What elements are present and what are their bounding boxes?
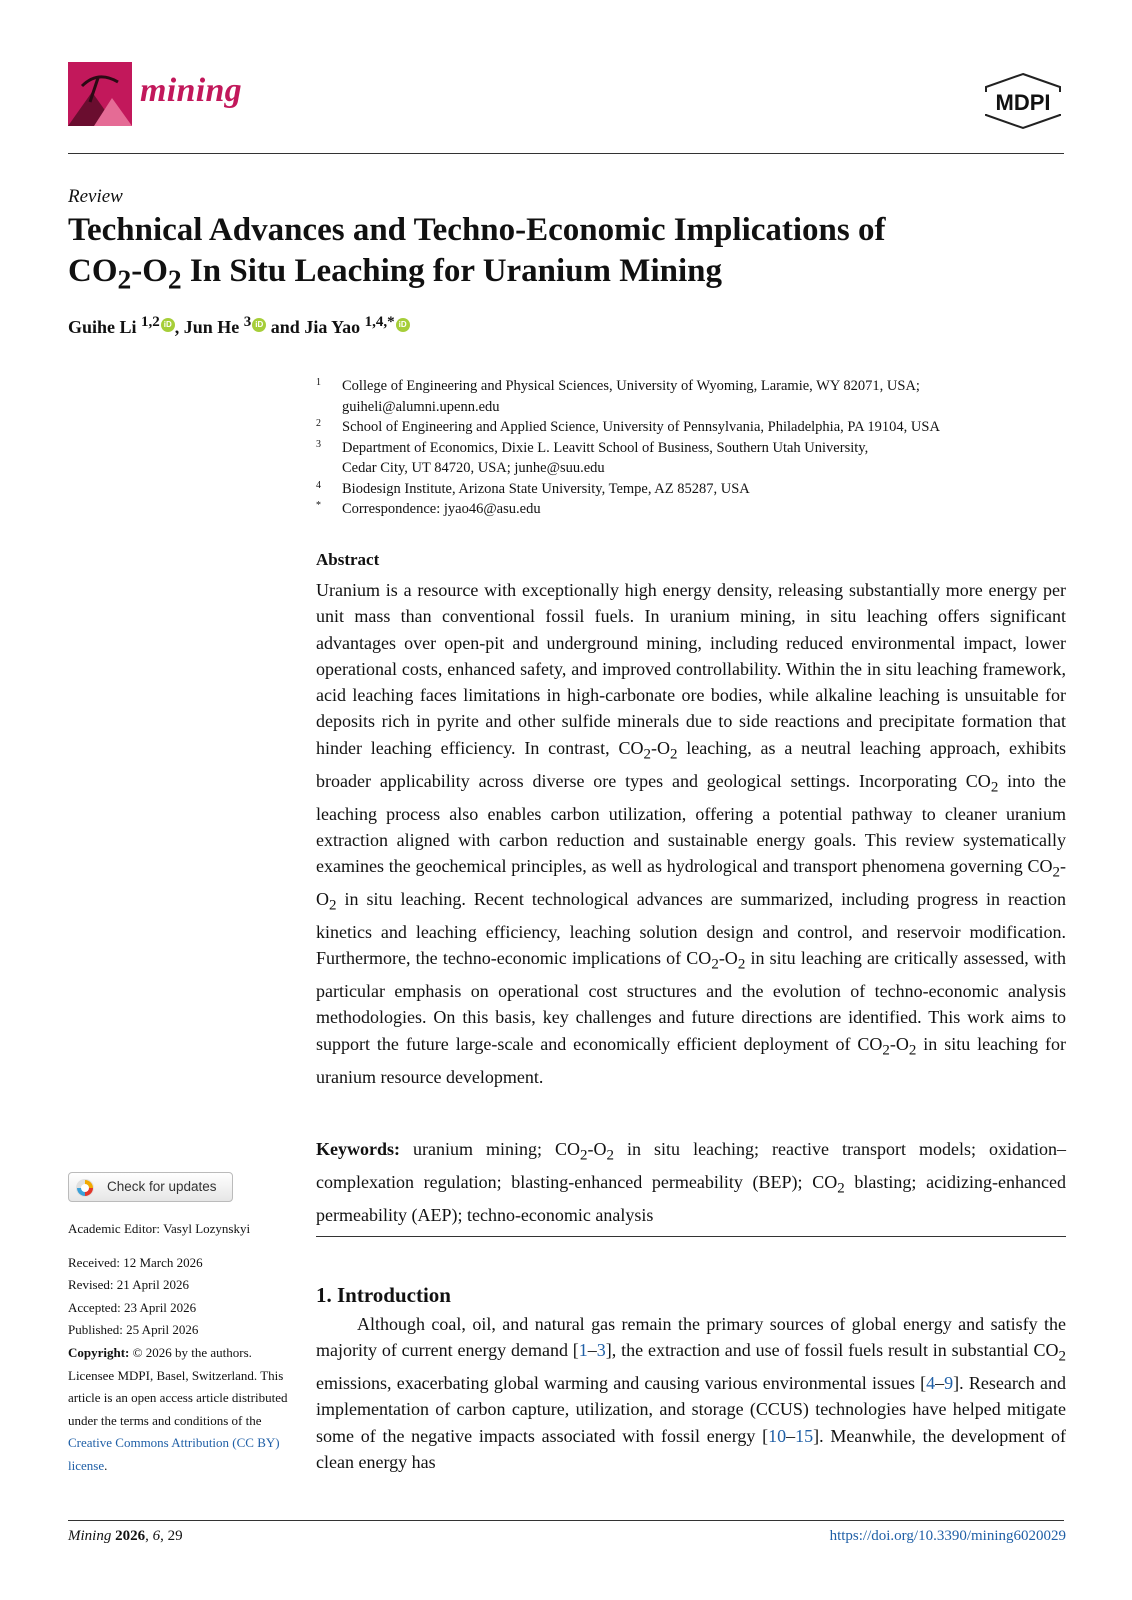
body-text: – [786,1425,796,1446]
citation-link[interactable]: 15 [795,1425,814,1446]
journal-logo-icon [68,62,132,126]
section-heading: 1. Introduction [316,1283,451,1307]
keywords-text: uranium mining; CO [400,1139,581,1159]
body-text: Although coal, oil, and natural gas remain the primary sources of global energy and satisfy the majority of current energy demand [ [316,1314,1066,1361]
abstract-text: in situ leaching are critically assessed, with particular emphasis on operational cost structures and the evolution of techno-economic analysis methodologies. On this basis, key challenges and future directions are identified. This work aims to support the future large-scale and economically efficient deployment of CO [316,948,1066,1054]
affiliation-item [316,499,1076,520]
affiliation-email: guiheli@alumni.upenn.edu [342,398,500,415]
keywords-text: blasting; acidizing-enhanced permeability (AEP); techno-economic analysis [316,1171,1066,1225]
header-divider [68,153,1064,154]
author-separator: and [266,317,305,337]
footer-volume: 6 [152,1528,161,1544]
article-metadata [68,1218,298,1342]
title-text: In Situ Leaching for Uranium Mining [181,253,722,289]
check-updates-icon [75,1178,95,1198]
subscript: 2 [580,1147,588,1164]
author-affiliation: 1,4,* [364,314,395,330]
footer-citation [68,1528,183,1545]
body-text: – [935,1373,945,1394]
title-subscript: 2 [117,263,132,295]
subscript: 2 [643,746,651,763]
affiliation-text: Department of Economics, Dixie L. Leavitt School of Business, Southern Utah University, [342,439,869,456]
subscript: 2 [606,1147,615,1164]
affiliation-item [316,438,1076,479]
footer-separator: , [160,1528,168,1544]
article-title [68,210,1068,300]
author-affiliation: 1,2 [141,314,160,330]
body-text: ]. Research and implementation of carbon capture, utilization, and storage (CCUS) technologies have helped mitigate some of the negative impacts associated with fossil energy [ [316,1373,1066,1446]
subscript: 2 [837,1180,845,1197]
footer-year: 2026 [115,1528,146,1544]
body-text: ]. Meanwhile, the development of clean energy has [316,1425,1066,1473]
subscript: 2 [329,897,337,914]
abstract-heading: Abstract [316,550,380,569]
orcid-icon[interactable]: iD [161,318,175,332]
keywords-text: -O [587,1139,607,1159]
check-updates-label: Check for updates [107,1179,217,1194]
abstract-text: in situ leaching for uranium resource development. [316,1033,1066,1087]
abstract-text: in situ leaching. Recent technological advances are summarized, including progress in reaction kinetics and leaching efficiency, leaching solution design and control, and reservoir modification. Furthermore, the techno-economic implications of CO [316,889,1066,969]
abstract-text: -O [889,1033,909,1054]
license-link[interactable]: Creative Commons Attribution (CC BY) license [68,1435,280,1473]
abstract-body [316,577,1066,1090]
published-date: Published: 25 April 2026 [68,1322,199,1337]
subscript: 2 [669,746,678,763]
journal-name: mining [140,72,242,109]
keywords [316,1136,1066,1228]
citation-link[interactable]: 1 [578,1340,588,1361]
subscript: 2 [882,1042,890,1059]
affiliation-item [316,479,1076,500]
keywords-text: in situ leaching; reactive transport models; oxidation–complexation regulation; blasting-enhanced permeability (BEP); CO [316,1139,1067,1192]
mdpi-logo-icon [980,72,1066,130]
footer-article-number: 29 [167,1528,183,1544]
subscript: 2 [1058,1348,1066,1365]
title-subscript: 2 [167,263,182,295]
section-divider [316,1236,1066,1237]
orcid-icon[interactable]: iD [252,318,266,332]
copyright-text: © 2026 by the authors. Licensee MDPI, Basel, Switzerland. This article is an open access article distributed under the terms and conditions of the [68,1345,288,1428]
abstract-text: -O [718,948,738,969]
footer-divider [68,1520,1064,1521]
body-text: ], the extraction and use of fossil fuels result in substantial CO [605,1340,1059,1361]
article-type: Review [68,186,123,207]
abstract-text: -O [650,737,670,758]
affiliation-mark: 3 [316,438,321,450]
correspondence-mark: * [316,500,321,511]
title-text: -O [131,253,168,289]
footer-separator: , [145,1528,153,1544]
subscript: 2 [990,779,999,796]
subscript: 2 [737,956,746,973]
copyright-notice [68,1342,298,1477]
correspondence-text: Correspondence: jyao46@asu.edu [342,501,541,517]
author-name: Jia Yao [304,317,361,337]
affiliation-text: School of Engineering and Applied Science, University of Pennsylvania, Philadelphia, PA 19104, USA [342,419,940,435]
affiliation-item [316,376,1076,417]
title-text: CO [68,253,118,289]
affiliations [316,376,1076,520]
body-text: emissions, exacerbating global warming and causing various environmental issues [ [316,1373,927,1394]
affiliation-mark: 1 [316,377,321,388]
copyright-label: Copyright: [68,1345,130,1360]
body-text: – [587,1340,597,1361]
citation-link[interactable]: 10 [768,1425,787,1446]
doi-link[interactable]: https://doi.org/10.3390/mining6020029 [829,1528,1066,1544]
author-list [68,314,410,338]
author-name: Jun He [183,317,240,337]
citation-link[interactable]: 3 [596,1340,606,1361]
affiliation-text: Cedar City, UT 84720, USA; junhe@suu.edu [342,460,605,476]
author-name: Guihe Li [68,317,137,337]
abstract-text: into the leaching process also enables carbon utilization, offering a potential pathway to cleaner uranium extraction aligned with carbon reduction and sustainable energy goals. This review systematically examines the geochemical principles, as well as hydrological and transport phenomena governing CO [316,770,1067,877]
footer-journal: Mining [68,1528,112,1544]
check-updates-button[interactable] [68,1172,233,1202]
revised-date: Revised: 21 April 2026 [68,1277,189,1292]
subscript: 2 [908,1042,917,1059]
affiliation-text: College of Engineering and Physical Sciences, University of Wyoming, Laramie, WY 82071, USA; [342,378,920,394]
introduction-body [316,1311,1066,1475]
orcid-icon[interactable]: iD [396,318,410,332]
citation-link[interactable]: 9 [944,1373,954,1394]
subscript: 2 [1052,864,1060,881]
academic-editor: Academic Editor: Vasyl Lozynskyi [68,1221,251,1236]
affiliation-text: Biodesign Institute, Arizona State University, Tempe, AZ 85287, USA [342,480,750,497]
citation-link[interactable]: 4 [926,1373,936,1394]
abstract-text: Uranium is a resource with exceptionally high energy density, releasing substantially more energy per unit mass than conventional fossil fuels. In uranium mining, in situ leaching offers significant advantages over open-pit and underground mining, including reduced environmental impact, lower operational costs, enhanced safety, and improved controllability. Within the in situ leaching framework, acid leaching faces limitations in high-carbonate ore bodies, while alkaline leaching is unsuitable for deposits rich in pyrite and other sulfide minerals due to side reactions and precipitate formation that hinder leaching efficiency. In contrast, CO [316,580,1066,758]
author-affiliation: 3 [243,314,252,330]
publisher-name: MDPI [995,90,1051,115]
abstract-text: -O [316,856,1066,910]
copyright-text: . [104,1457,108,1473]
received-date: Received: 12 March 2026 [68,1254,203,1270]
affiliation-mark: 2 [316,418,321,429]
abstract-text: leaching, as a neutral leaching approach, exhibits broader applicability across diverse ore types and geological settings. Incorporating CO [316,737,1066,791]
title-line-1: Technical Advances and Techno-Economic Implications of [68,212,886,248]
affiliation-mark: 4 [316,479,321,491]
keywords-label: Keywords: [316,1139,400,1159]
affiliation-item [316,417,1076,438]
subscript: 2 [711,956,719,973]
accepted-date: Accepted: 23 April 2026 [68,1299,197,1315]
author-separator: , [174,317,184,337]
